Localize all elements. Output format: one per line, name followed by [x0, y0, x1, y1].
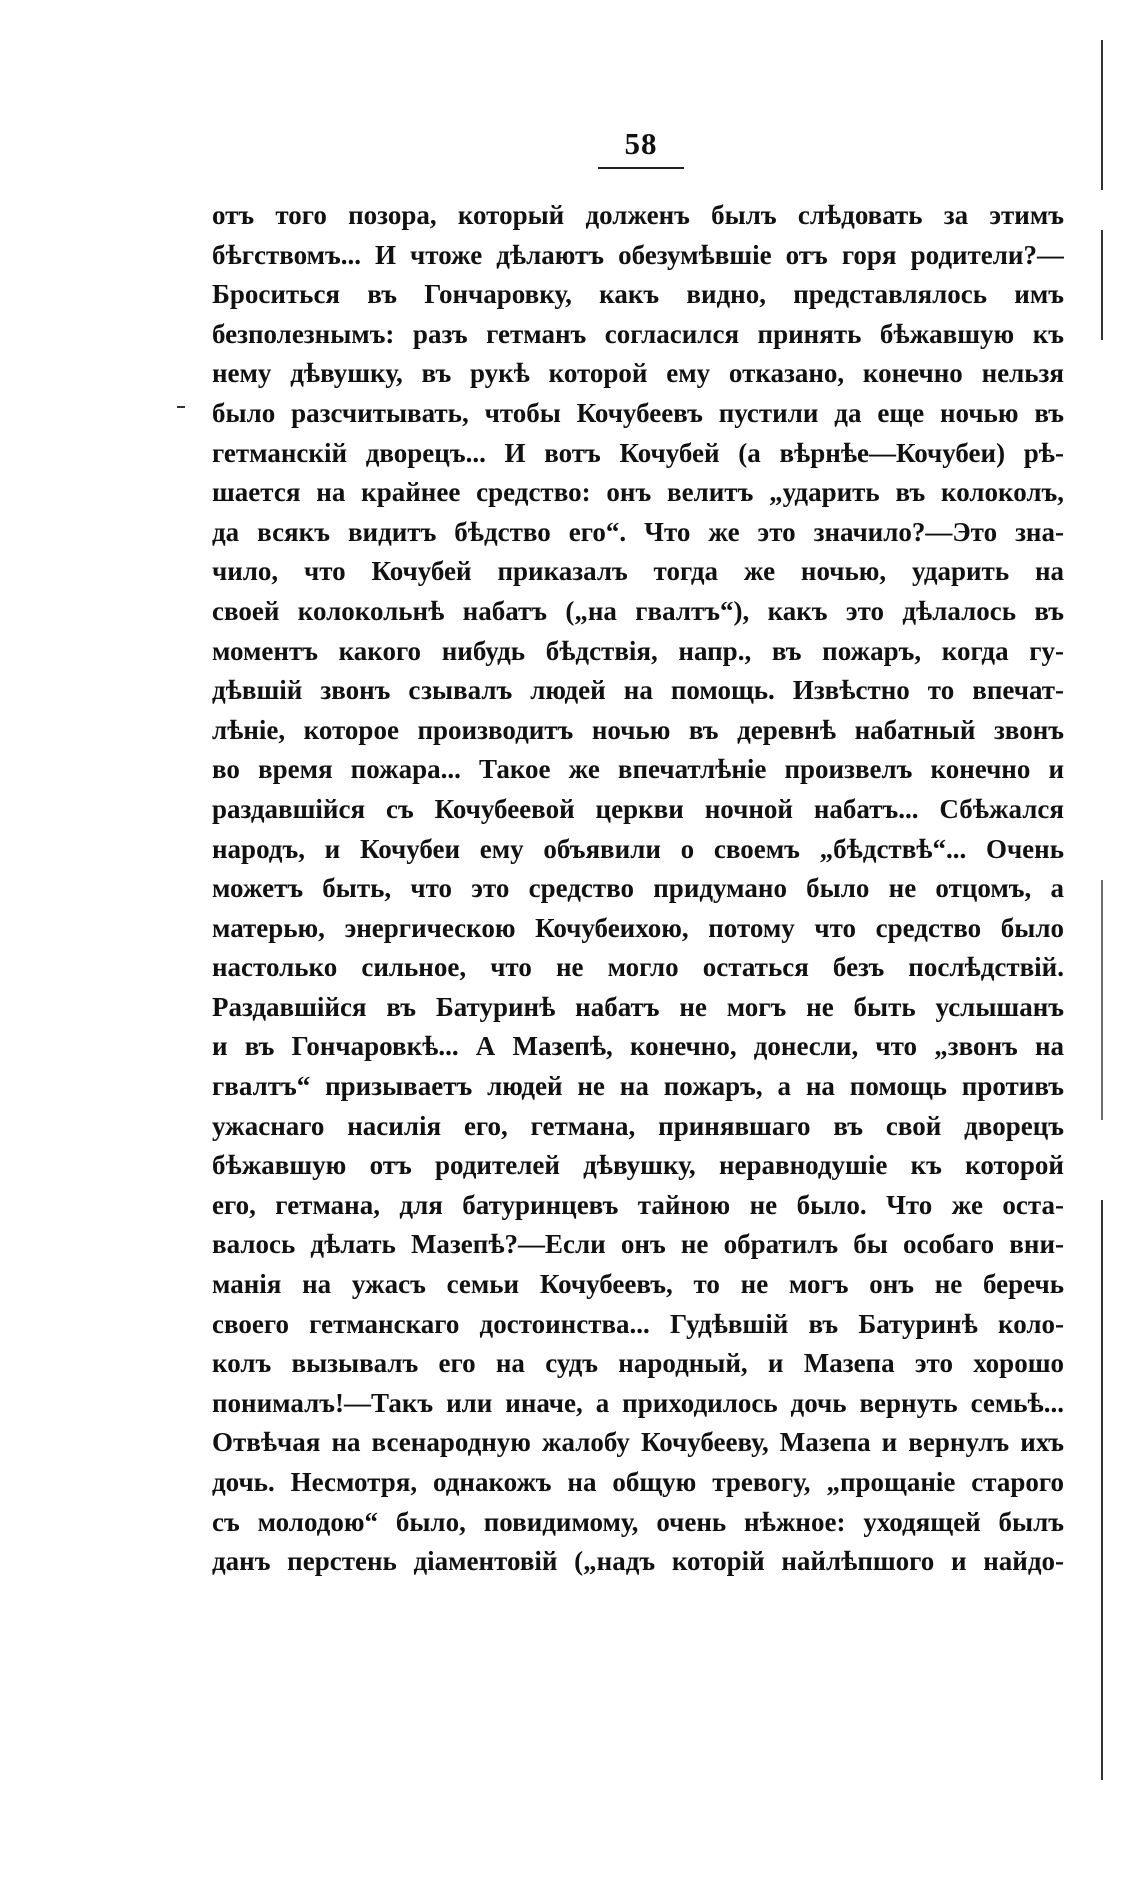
text-line-content: моментъ какого нибудь бѣдствія, напр., въ пожаръ, когда гу-	[212, 635, 1064, 666]
text-line	[212, 552, 1064, 592]
body-text	[212, 196, 1064, 1582]
text-line-content: раздавшійся съ Кочубеевой церкви ночной набатъ... Сбѣжался	[212, 793, 1064, 824]
text-line	[212, 275, 1064, 315]
text-line	[212, 750, 1064, 790]
text-line-content: и въ Гончаровкѣ... А Мазепѣ, конечно, донесли, что „звонъ на	[212, 1031, 1064, 1062]
text-line	[212, 354, 1064, 394]
margin-mark	[177, 406, 185, 408]
text-line	[212, 315, 1064, 355]
text-line	[212, 909, 1064, 949]
text-line	[212, 988, 1064, 1028]
text-line-content: можетъ быть, что это средство придумано было не отцомъ, а	[212, 873, 1064, 904]
text-line-content: своего гетманскаго достоинства... Гудѣвшій въ Батуринѣ коло-	[212, 1308, 1064, 1339]
text-line-content: бѣжавшую отъ родителей дѣвушку, неравнодушіе къ которой	[212, 1150, 1064, 1181]
text-line-content: матерью, энергическою Кочубеихою, потому что средство было	[212, 912, 1064, 943]
text-line	[212, 1225, 1064, 1265]
text-line	[212, 1146, 1064, 1186]
text-line	[212, 632, 1064, 672]
text-line	[212, 711, 1064, 751]
text-line	[212, 1384, 1064, 1424]
text-line-content: народъ, и Кочубеи ему объявили о своемъ „бѣдствѣ“... Очень	[212, 833, 1064, 864]
text-line-content: своей колокольнѣ набатъ („на гвалтъ“), какъ это дѣлалось въ	[212, 595, 1064, 626]
text-line	[212, 948, 1064, 988]
page-number: 58	[624, 126, 658, 161]
text-line-content: колъ вызывалъ его на судъ народный, и Мазепа это хорошо	[212, 1348, 1064, 1379]
text-line	[212, 830, 1064, 870]
page-edge-line	[1101, 40, 1103, 190]
text-line	[212, 1463, 1064, 1503]
text-line-content: безполезнымъ: разъ гетманъ согласился принять бѣжавшую къ	[212, 318, 1064, 349]
text-line-content: нему дѣвушку, въ рукѣ которой ему отказано, конечно нельзя	[212, 358, 1064, 389]
text-line-content: Отвѣчая на всенародную жалобу Кочубееву, Мазепа и вернулъ ихъ	[212, 1427, 1064, 1458]
page-edge-line	[1101, 230, 1103, 340]
text-line-content: настолько сильное, что не могло остаться безъ послѣдствій.	[212, 952, 1064, 983]
text-line-content: его, гетмана, для батуринцевъ тайною не было. Что же оста-	[212, 1189, 1064, 1220]
text-line-content: Броситься въ Гончаровку, какъ видно, представлялось имъ	[212, 279, 1064, 310]
text-line-content: гетманскій дворецъ... И вотъ Кочубей (а вѣрнѣе—Кочубеи) рѣ-	[212, 437, 1064, 468]
text-line	[212, 1186, 1064, 1226]
text-line-content: понималъ!—Такъ или иначе, а приходилось дочь вернуть семьѣ...	[212, 1387, 1064, 1418]
text-line-content: чило, что Кочубей приказалъ тогда же ночью, ударить на	[212, 556, 1064, 587]
text-line	[212, 1107, 1064, 1147]
text-line	[212, 434, 1064, 474]
text-line-content: да всякъ видитъ бѣдство его“. Что же это значило?—Это зна-	[212, 516, 1064, 547]
text-line	[212, 236, 1064, 276]
text-line	[212, 1067, 1064, 1107]
text-line	[212, 1344, 1064, 1384]
text-line-content: отъ того позора, который долженъ былъ слѣдовать за этимъ	[212, 200, 1064, 230]
text-line-content: Раздавшійся въ Батуринѣ набатъ не могъ не быть услышанъ	[212, 991, 1064, 1022]
page-edge-line	[1101, 1200, 1103, 1780]
text-line-content: шается на крайнее средство: онъ велитъ „ударить въ колоколъ,	[212, 477, 1064, 508]
text-line-content: было разсчитывать, чтобы Кочубеевъ пустили да еще ночью въ	[212, 397, 1064, 428]
text-line	[212, 473, 1064, 513]
text-line	[212, 592, 1064, 632]
text-line-content: гвалтъ“ призываетъ людей не на пожаръ, а на помощь противъ	[212, 1071, 1064, 1102]
text-line-content: дочь. Несмотря, однакожъ на общую тревогу, „прощаніе старого	[212, 1467, 1064, 1497]
text-line	[212, 1423, 1064, 1463]
text-line-content: ужаснаго насилія его, гетмана, принявшаго въ свой дворецъ	[212, 1110, 1064, 1141]
text-line	[212, 1542, 1064, 1582]
text-line-content: дѣвшій звонъ сзывалъ людей на помощь. Извѣстно то впечат-	[212, 675, 1064, 706]
text-line	[212, 1265, 1064, 1305]
text-line-content: съ молодою“ было, повидимому, очень нѣжное: уходящей былъ	[212, 1506, 1064, 1537]
text-line	[212, 1027, 1064, 1067]
text-line-content: валось дѣлать Мазепѣ?—Если онъ не обратилъ бы особаго вни-	[212, 1229, 1064, 1260]
text-line-content: во время пожара... Такое же впечатлѣніе произвелъ конечно и	[212, 754, 1064, 785]
text-line	[212, 196, 1064, 236]
text-line	[212, 1503, 1064, 1543]
text-line-content: манія на ужасъ семьи Кочубеевъ, то не могъ онъ не беречь	[212, 1269, 1064, 1300]
text-line	[212, 513, 1064, 553]
text-line-content: лѣніе, которое производитъ ночью въ деревнѣ набатный звонъ	[212, 714, 1064, 745]
text-line	[212, 869, 1064, 909]
text-line	[212, 671, 1064, 711]
text-line	[212, 394, 1064, 434]
text-line	[212, 1305, 1064, 1345]
page-edge-line	[1101, 880, 1103, 1120]
text-line-content: бѣгствомъ... И чтоже дѣлаютъ обезумѣвшіе отъ горя родители?—	[212, 239, 1064, 270]
text-line	[212, 790, 1064, 830]
text-line-content: данъ перстень діаментовій („надъ которій найлѣпшого и найдо-	[212, 1546, 1064, 1577]
page-number-rule	[598, 167, 684, 169]
